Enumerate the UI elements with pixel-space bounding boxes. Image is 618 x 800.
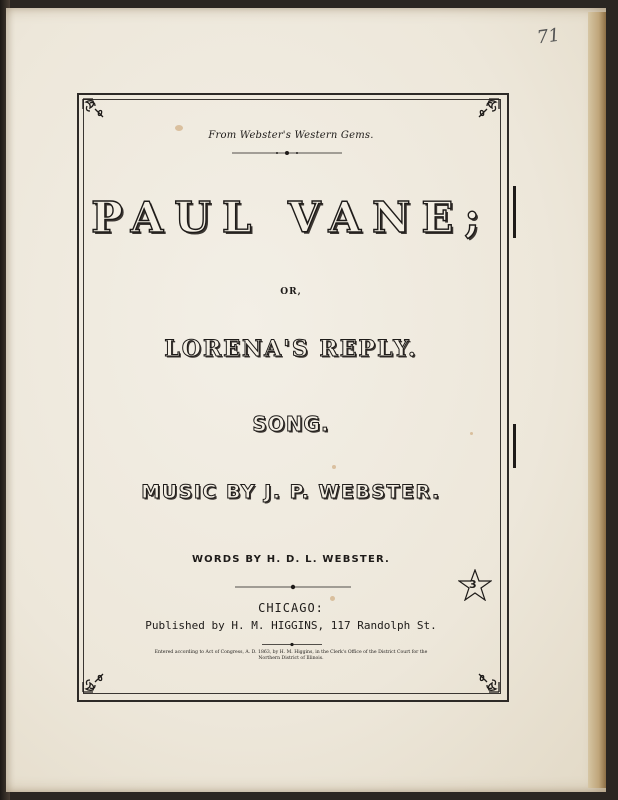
- star-number: 3: [469, 578, 477, 591]
- copyright-line: Entered according to Act of Congress, A. D. 1863, by H. M. Higgins, in the Clerk's Office of the District Court for the: [154, 650, 428, 655]
- genre-label: SONG.: [252, 412, 330, 436]
- corner-ornament-icon: [81, 97, 107, 123]
- folio-number: 71: [535, 24, 562, 49]
- ornamental-rule-icon: [232, 150, 342, 156]
- alternate-title-conjunction: OR,: [280, 287, 302, 297]
- lyricist-credit: WORDS BY H. D. L. WEBSTER.: [191, 554, 391, 565]
- ornamental-rule-icon: [262, 642, 322, 647]
- margin-mark: [513, 186, 516, 238]
- copyright-notice: [83, 650, 499, 662]
- publisher-city: CHICAGO:: [258, 601, 324, 615]
- composer-credit: MUSIC BY J. P. WEBSTER.: [141, 481, 441, 503]
- copyright-line: Northern District of Illinois.: [258, 656, 324, 661]
- corner-ornament-icon: [475, 97, 501, 123]
- source-line: From Webster's Western Gems.: [208, 130, 374, 141]
- corner-ornament-icon: [475, 668, 501, 694]
- page-edges: [588, 12, 606, 788]
- song-title: PAUL VANE;: [91, 193, 491, 242]
- ornamental-rule-icon: [235, 584, 351, 590]
- margin-mark: [513, 424, 516, 468]
- publisher-line: Published by H. M. HIGGINS, 117 Randolph St.: [145, 619, 437, 632]
- corner-ornament-icon: [81, 668, 107, 694]
- alternate-title: LORENA'S REPLY.: [164, 336, 418, 362]
